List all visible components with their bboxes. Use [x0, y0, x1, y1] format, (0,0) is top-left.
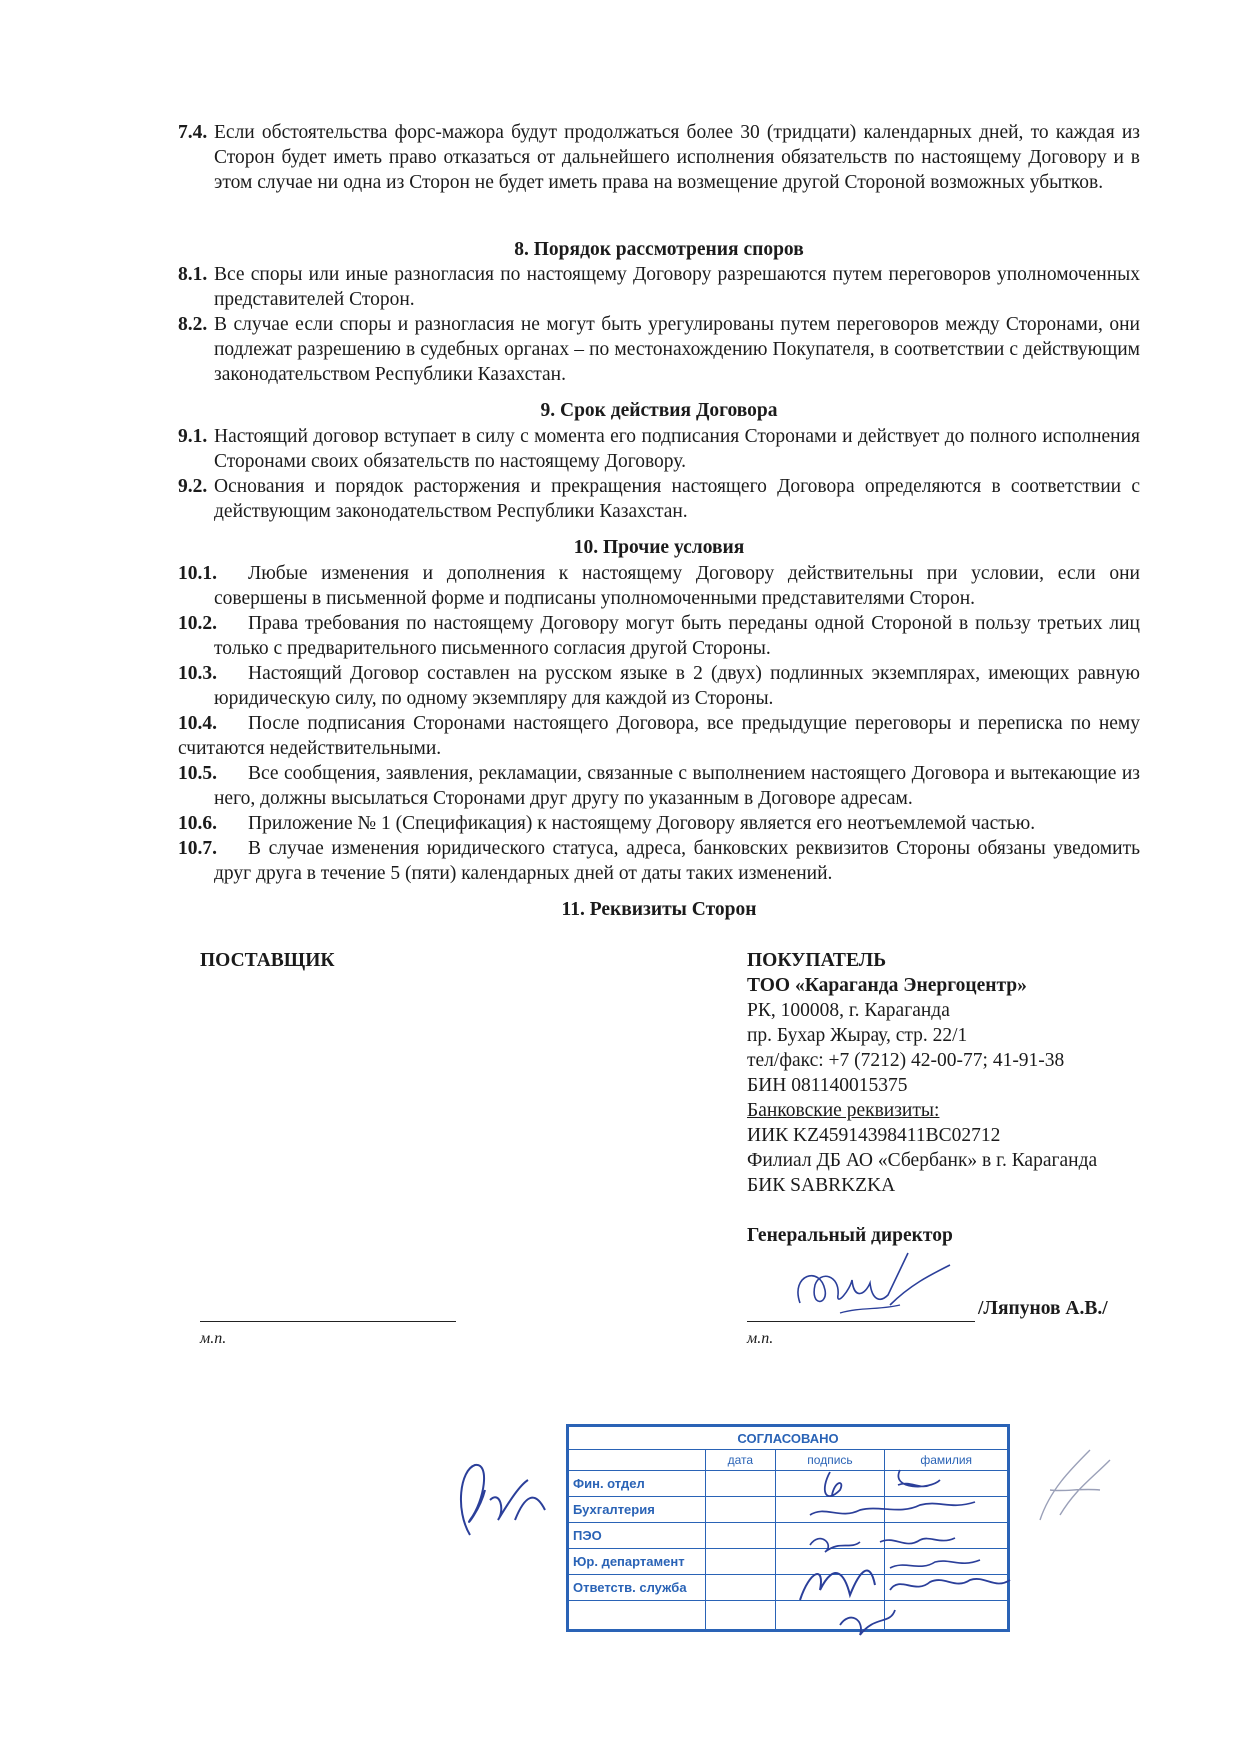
stamp-cell: [775, 1523, 885, 1549]
clause-text: Настоящий Договор составлен на русском языке в 2 (двух) подлинных экземплярах, имеющих равную юридическую силу, по одному экземпляру для каждой из Стороны.: [214, 663, 1140, 709]
stamp-cell: [885, 1601, 1008, 1630]
stamp-row-label: Бухгалтерия: [569, 1497, 706, 1523]
clause-10-6: [178, 811, 1140, 836]
buyer-bin: БИН 081140015375: [747, 1075, 908, 1096]
clause-10-1: [178, 561, 1140, 611]
clause-number: 10.7.: [178, 838, 217, 859]
stamp-cell: [885, 1497, 1008, 1523]
clause-10-2: [178, 611, 1140, 661]
section-11-title: 11. Реквизиты Сторон: [561, 899, 757, 920]
clause-text: В случае изменения юридического статуса, адреса, банковских реквизитов Стороны обязаны уведомить друг друга в течение 5 (пяти) календарных дней от даты таких изменений.: [214, 838, 1140, 884]
clause-10-3: [178, 661, 1140, 711]
clause-number: 7.4.: [178, 122, 208, 143]
supplier-signature-line: [200, 1321, 456, 1322]
clause-text: После подписания Сторонами настоящего Договора, все предыдущие переговоры и переписка по нему считаются недействительными.: [178, 713, 1140, 759]
buyer-signature-line: [747, 1321, 975, 1322]
supplier-seal-mark: м.п.: [200, 1330, 227, 1347]
clause-number: 10.1.: [178, 563, 217, 584]
clause-8-2: [178, 312, 1140, 387]
buyer-seal-mark: м.п.: [747, 1330, 774, 1347]
stamp-cell: [885, 1575, 1008, 1601]
clause-text: Если обстоятельства форс-мажора будут продолжаться более 30 (тридцати) календарных дней, то каждая из Сторон будет иметь право отказаться от дальнейшего исполнения обязательств по настоящему Договору и в этом случае ни одна из Сторон не будет иметь права на возмещение другой Стороной возможных убытков.: [214, 122, 1140, 193]
stamp-cell: [885, 1471, 1008, 1497]
stamp-cell: [706, 1471, 776, 1497]
stamp-corner-cell: [569, 1450, 706, 1471]
stamp-row-label: Ответств. служба: [569, 1575, 706, 1601]
stamp-row-label: Фин. отдел: [569, 1471, 706, 1497]
clause-text: Любые изменения и дополнения к настоящему Договору действительны при условии, если они совершены в письменной форме и подписаны уполномоченными представителями Сторон.: [214, 563, 1140, 609]
clause-text: Основания и порядок расторжения и прекращения настоящего Договора определяются в соответствии с действующим законодательством Республики Казахстан.: [214, 476, 1140, 522]
buyer-bank-name: Филиал ДБ АО «Сбербанк» в г. Караганда: [747, 1150, 1098, 1171]
buyer-heading: ПОКУПАТЕЛЬ: [747, 950, 887, 971]
clause-number: 10.5.: [178, 763, 217, 784]
right-approval-signature: [1020, 1430, 1120, 1530]
clause-number: 10.2.: [178, 613, 217, 634]
stamp-cell: [706, 1497, 776, 1523]
left-approval-signature: [440, 1440, 560, 1550]
clause-text: Настоящий договор вступает в силу с момента его подписания Сторонами и действует до полного исполнения Сторонами своих обязательств по настоящему Договору.: [214, 426, 1140, 472]
clause-text: Приложение № 1 (Спецификация) к настоящему Договору является его неотъемлемой частью.: [248, 813, 1036, 834]
buyer-company: ТОО «Караганда Энергоцентр»: [747, 975, 1027, 996]
section-10-title: 10. Прочие условия: [573, 537, 745, 558]
clause-9-2: [178, 474, 1140, 524]
clause-text: Все сообщения, заявления, рекламации, связанные с выполнением настоящего Договора и вытекающие из него, должны высылаться Сторонами друг другу по указанным в Договоре адресам.: [214, 763, 1140, 809]
buyer-signatory: /Ляпунов А.В./: [978, 1298, 1108, 1319]
buyer-address-line: РК, 100008, г. Караганда: [747, 1000, 950, 1021]
approval-stamp-title: СОГЛАСОВАНО: [569, 1427, 1008, 1450]
stamp-row-label: ПЭО: [569, 1523, 706, 1549]
buyer-bik: БИК SABRKZKA: [747, 1175, 896, 1196]
stamp-cell: [706, 1601, 776, 1630]
clause-text: Все споры или иные разногласия по настоящему Договору разрешаются путем переговоров уполномоченных представителей Сторон.: [214, 264, 1140, 310]
stamp-cell: [706, 1523, 776, 1549]
clause-number: 10.3.: [178, 663, 217, 684]
clause-number: 10.6.: [178, 813, 217, 834]
buyer-address-line: пр. Бухар Жырау, стр. 22/1: [747, 1025, 968, 1046]
stamp-cell: [775, 1549, 885, 1575]
stamp-cell: [775, 1575, 885, 1601]
clause-text: Права требования по настоящему Договору могут быть переданы одной Стороной в пользу третьих лиц только с предварительного письменного согласия другой Стороны.: [214, 613, 1140, 659]
approval-stamp: [566, 1424, 1010, 1632]
stamp-column-surname: фамилия: [885, 1450, 1008, 1471]
stamp-cell: [885, 1523, 1008, 1549]
supplier-heading: ПОСТАВЩИК: [200, 950, 335, 971]
clause-8-1: [178, 262, 1140, 312]
clause-7-4: [178, 120, 1140, 195]
clause-number: 8.1.: [178, 264, 208, 285]
clause-10-5: [178, 761, 1140, 811]
stamp-cell: [706, 1575, 776, 1601]
buyer-position: Генеральный директор: [747, 1225, 953, 1246]
stamp-cell: [775, 1471, 885, 1497]
buyer-iik: ИИК KZ45914398411BC02712: [747, 1125, 1001, 1146]
stamp-cell: [569, 1601, 706, 1630]
stamp-column-date: дата: [706, 1450, 776, 1471]
stamp-cell: [775, 1497, 885, 1523]
clause-number: 9.1.: [178, 426, 208, 447]
clause-9-1: [178, 424, 1140, 474]
clause-10-7: [178, 836, 1140, 886]
section-9-title: 9. Срок действия Договора: [540, 400, 778, 421]
stamp-cell: [706, 1549, 776, 1575]
stamp-column-signature: подпись: [775, 1450, 885, 1471]
clause-10-4: [178, 711, 1140, 761]
clause-text: В случае если споры и разногласия не могут быть урегулированы путем переговоров между Сторонами, они подлежат разрешению в судебных органах – по местонахождению Покупателя, в соответствии с действующим законодательством Республики Казахстан.: [214, 314, 1140, 385]
clause-number: 8.2.: [178, 314, 208, 335]
stamp-cell: [885, 1549, 1008, 1575]
clause-number: 10.4.: [178, 713, 217, 734]
stamp-cell: [775, 1601, 885, 1630]
clause-number: 9.2.: [178, 476, 208, 497]
section-8-title: 8. Порядок рассмотрения споров: [514, 239, 804, 260]
director-signature-image: [780, 1245, 960, 1325]
buyer-phone: тел/факс: +7 (7212) 42-00-77; 41-91-38: [747, 1050, 1065, 1071]
buyer-bank-heading: Банковские реквизиты:: [747, 1100, 940, 1121]
stamp-row-label: Юр. департамент: [569, 1549, 706, 1575]
